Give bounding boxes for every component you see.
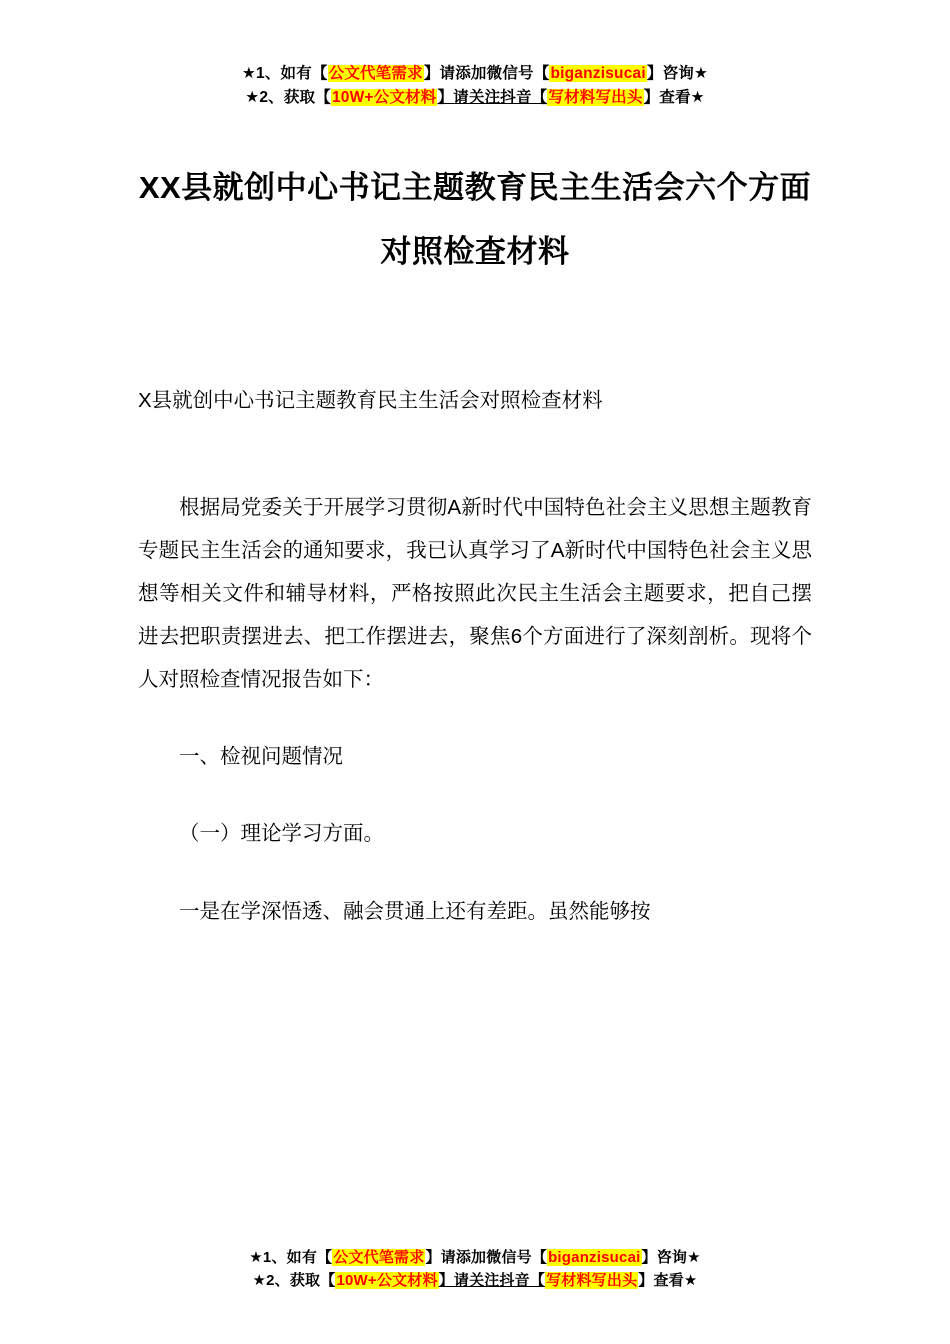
promo-bottom-line-1 — [0, 1246, 950, 1269]
promo-bottom-line-2-prefix: ★2、获取【 — [252, 1271, 336, 1289]
promo-bottom-line-2-highlight-2: 写材料写出头 — [546, 1271, 638, 1289]
document-subtitle: X县就创中心书记主题教育民主生活会对照检查材料 — [138, 389, 603, 413]
promo-bottom-line-1-suffix: 】咨询★ — [641, 1248, 701, 1266]
promo-top-line-1-prefix: ★1、如有【 — [241, 65, 328, 82]
promo-top-line-1-highlight-2: biganzisucai — [550, 65, 646, 82]
promo-bottom-line-2 — [0, 1269, 950, 1292]
promo-top-line-2-middle: 】请关注抖音【 — [437, 89, 548, 107]
promo-bottom-line-1-middle: 】请添加微信号【 — [425, 1248, 548, 1266]
promo-top-line-1 — [138, 62, 812, 86]
document-body — [138, 379, 812, 932]
heading-subsection-one: （一）理论学习方面。 — [179, 822, 384, 846]
promo-top-line-1-middle: 】请添加微信号【 — [423, 65, 550, 82]
promo-top-line-1-highlight-1: 公文代笔需求 — [328, 65, 423, 82]
page-title: XX县就创中心书记主题教育民主生活会六个方面对照检查材料 — [138, 170, 812, 269]
paragraph-point-one: 一是在学深悟透、融会贯通上还有差距。虽然能够按 — [179, 899, 651, 923]
promo-bottom-line-2-suffix: 】查看★ — [638, 1271, 698, 1289]
promo-bottom-line-1-highlight-1: 公文代笔需求 — [333, 1248, 425, 1266]
promo-banner-top — [138, 0, 812, 110]
promo-bottom-line-2-middle: 】请关注抖音【 — [438, 1271, 546, 1289]
promo-top-line-2-suffix: 】查看★ — [643, 89, 705, 107]
body-spacer — [138, 456, 812, 486]
paragraph-intro: 根据局党委关于开展学习贯彻A新时代中国特色社会主义思想主题教育专题民主生活会的通知要求，我已认真学习了A新时代中国特色社会主义思想等相关文件和辅导材料，严格按照此次民主生活会主题要求，把自己摆进去把职责摆进去、把工作摆进去，聚焦6个方面进行了深刻剖析。现将个人对照检查情况报告如下： — [138, 496, 812, 692]
promo-top-line-2-highlight-2: 写材料写出头 — [548, 89, 643, 107]
promo-top-line-2-prefix: ★2、获取【 — [245, 89, 331, 107]
promo-bottom-line-2-highlight-1: 10W+公文材料 — [336, 1271, 438, 1289]
promo-bottom-line-1-prefix: ★1、如有【 — [249, 1248, 333, 1266]
promo-banner-bottom — [0, 1246, 950, 1293]
promo-top-line-2 — [138, 86, 812, 110]
promo-top-line-1-suffix: 】咨询★ — [646, 65, 709, 82]
heading-section-one: 一、检视问题情况 — [179, 745, 343, 769]
promo-bottom-line-1-highlight-2: biganzisucai — [548, 1248, 641, 1266]
promo-top-line-2-highlight-1: 10W+公文材料 — [331, 89, 437, 107]
